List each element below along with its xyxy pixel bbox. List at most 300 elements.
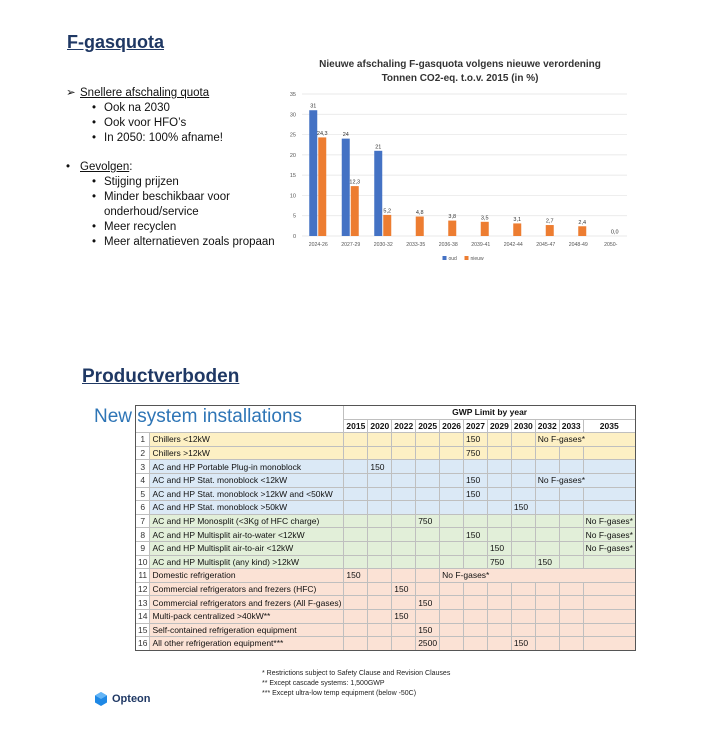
- row-label: AC and HP Stat. monoblock >50kW: [150, 501, 344, 515]
- chart-subtitle: Tonnen CO2-eq. t.o.v. 2015 (in %): [381, 73, 539, 84]
- footnote: *** Except ultra-low temp equipment (below -50C): [262, 690, 417, 697]
- empty-cell: [392, 541, 416, 555]
- empty-cell: [344, 460, 368, 474]
- empty-cell: [392, 514, 416, 528]
- empty-cell: [583, 596, 635, 610]
- empty-cell: [416, 528, 440, 542]
- empty-cell: [535, 637, 559, 651]
- row-number: 10: [136, 555, 150, 569]
- empty-cell: [440, 541, 464, 555]
- opteon-logo-text: Opteon: [112, 693, 151, 705]
- y-tick-label: 25: [289, 132, 296, 139]
- empty-cell: [344, 637, 368, 651]
- empty-cell: [535, 514, 559, 528]
- row-number: 4: [136, 473, 150, 487]
- data-label: 3,1: [513, 216, 522, 223]
- empty-cell: [511, 473, 535, 487]
- empty-cell: [559, 528, 583, 542]
- empty-cell: [464, 501, 488, 515]
- empty-cell: [583, 555, 635, 569]
- table-row: [136, 460, 636, 474]
- empty-cell: [559, 596, 583, 610]
- gwp-cell: No F-gases*: [535, 433, 635, 447]
- empty-cell: [559, 460, 583, 474]
- gwp-cell: 150: [511, 637, 535, 651]
- empty-cell: [344, 487, 368, 501]
- row-number: 6: [136, 501, 150, 515]
- empty-cell: [368, 487, 392, 501]
- bar: [416, 217, 424, 236]
- opteon-logo-icon: [93, 691, 109, 707]
- empty-cell: [440, 582, 464, 596]
- gwp-cell: 150: [464, 433, 488, 447]
- empty-cell: [392, 596, 416, 610]
- year-header: 2035: [583, 419, 635, 433]
- data-label: 2,7: [545, 218, 554, 225]
- empty-cell: [464, 623, 488, 637]
- empty-cell: [487, 623, 511, 637]
- x-tick-label: 2024-26: [308, 242, 328, 248]
- row-label: Commercial refrigerators and frezers (HFC): [150, 582, 344, 596]
- list-item: • Meer recyclen: [86, 220, 296, 235]
- empty-cell: [344, 596, 368, 610]
- data-label: 3,5: [480, 215, 489, 222]
- empty-cell: [344, 473, 368, 487]
- empty-cell: [559, 623, 583, 637]
- gwp-cell: 150: [344, 569, 368, 583]
- table-row: [136, 473, 636, 487]
- empty-cell: [440, 433, 464, 447]
- data-label: 0,0: [610, 229, 619, 236]
- empty-cell: [487, 446, 511, 460]
- gwp-cell: 750: [487, 555, 511, 569]
- gwp-cell: No F-gases*: [583, 514, 635, 528]
- row-number: 2: [136, 446, 150, 460]
- empty-cell: [368, 541, 392, 555]
- empty-cell: [511, 514, 535, 528]
- row-label: Multi-pack centralized >40kW**: [150, 609, 344, 623]
- year-header: 2033: [559, 419, 583, 433]
- empty-cell: [535, 460, 559, 474]
- data-label: 2,4: [578, 219, 587, 226]
- empty-cell: [344, 446, 368, 460]
- row-number: 7: [136, 514, 150, 528]
- gwp-cell: 150: [368, 460, 392, 474]
- list-item-continuation: onderhoud/service: [104, 206, 199, 218]
- table-row: [136, 609, 636, 623]
- empty-cell: [583, 460, 635, 474]
- data-label: 21: [375, 144, 382, 151]
- empty-cell: [487, 473, 511, 487]
- empty-cell: [464, 582, 488, 596]
- data-label: 12,3: [349, 179, 361, 186]
- table-row: [136, 637, 636, 651]
- data-label: 24,3: [316, 130, 328, 137]
- empty-cell: [511, 623, 535, 637]
- y-tick-label: 5: [292, 213, 296, 220]
- row-label: AC and HP Portable Plug-in monoblock: [150, 460, 344, 474]
- empty-cell: [392, 433, 416, 447]
- gwp-table-wrap: [135, 405, 636, 651]
- empty-cell: [344, 433, 368, 447]
- empty-cell: [559, 501, 583, 515]
- row-label: Domestic refrigeration: [150, 569, 344, 583]
- empty-cell: [583, 609, 635, 623]
- x-tick-label: 2042-44: [503, 242, 523, 248]
- empty-cell: [368, 473, 392, 487]
- row-label: AC and HP Stat. monoblock >12kW and <50kW: [150, 487, 344, 501]
- table-row: [136, 555, 636, 569]
- empty-cell: [583, 501, 635, 515]
- legend-label: oud: [448, 256, 457, 262]
- empty-cell: [464, 514, 488, 528]
- bullet-list-1: [66, 86, 286, 146]
- bar: [513, 223, 521, 236]
- table-row: [136, 623, 636, 637]
- empty-cell: [392, 637, 416, 651]
- list-item: • Stijging prijzen: [86, 175, 296, 190]
- table-row: [136, 433, 636, 447]
- row-number: 14: [136, 609, 150, 623]
- dot-bullet-icon: •: [66, 161, 71, 173]
- empty-cell: [344, 514, 368, 528]
- year-header: 2029: [487, 419, 511, 433]
- list-item: • Minder beschikbaar voor: [86, 190, 296, 205]
- empty-cell: [583, 637, 635, 651]
- bar: [342, 139, 350, 236]
- empty-cell: [368, 637, 392, 651]
- empty-cell: [464, 637, 488, 651]
- row-label: AC and HP Stat. monoblock <12kW: [150, 473, 344, 487]
- empty-cell: [416, 501, 440, 515]
- bar: [448, 221, 456, 236]
- empty-cell: [464, 541, 488, 555]
- empty-cell: [440, 446, 464, 460]
- gwp-cell: 750: [464, 446, 488, 460]
- year-header: 2022: [392, 419, 416, 433]
- row-number: 5: [136, 487, 150, 501]
- row-number: 16: [136, 637, 150, 651]
- year-header: 2027: [464, 419, 488, 433]
- legend-label: nieuw: [470, 256, 484, 262]
- empty-cell: [416, 541, 440, 555]
- empty-cell: [368, 609, 392, 623]
- list-item: • Ook voor HFO’s: [86, 116, 286, 131]
- row-number: 3: [136, 460, 150, 474]
- empty-cell: [416, 609, 440, 623]
- row-label: Chillers <12kW: [150, 433, 344, 447]
- empty-cell: [535, 487, 559, 501]
- empty-cell: [487, 596, 511, 610]
- empty-cell: [535, 582, 559, 596]
- empty-cell: [535, 446, 559, 460]
- row-label: Self-contained refrigeration equipment: [150, 623, 344, 637]
- x-tick-label: 2045-47: [536, 242, 556, 248]
- empty-cell: [559, 637, 583, 651]
- empty-cell: [416, 582, 440, 596]
- gwp-cell: 150: [392, 609, 416, 623]
- x-tick-label: 2033-35: [406, 242, 426, 248]
- bar: [383, 215, 391, 236]
- empty-cell: [368, 623, 392, 637]
- empty-cell: [487, 637, 511, 651]
- x-tick-label: 2039-41: [471, 242, 491, 248]
- empty-cell: [440, 528, 464, 542]
- empty-cell: [511, 460, 535, 474]
- empty-cell: [559, 446, 583, 460]
- legend-swatch: [465, 256, 469, 260]
- empty-cell: [487, 501, 511, 515]
- gwp-cell: 750: [416, 514, 440, 528]
- empty-cell: [440, 637, 464, 651]
- bullet-heading-2: Gevolgen: [80, 161, 130, 173]
- empty-cell: [487, 433, 511, 447]
- x-tick-label: 2036-38: [438, 242, 458, 248]
- x-tick-label: 2050-: [604, 242, 618, 248]
- empty-cell: [559, 514, 583, 528]
- gwp-cell: 150: [392, 582, 416, 596]
- empty-cell: [368, 446, 392, 460]
- footnote: ** Except cascade systems: 1,500GWP: [262, 680, 385, 687]
- data-label: 3,8: [448, 214, 457, 221]
- year-header: 2032: [535, 419, 559, 433]
- footnotes: [262, 669, 450, 699]
- empty-cell: [440, 609, 464, 623]
- empty-cell: [344, 623, 368, 637]
- x-tick-label: 2027-29: [341, 242, 361, 248]
- empty-cell: [440, 460, 464, 474]
- empty-cell: [511, 446, 535, 460]
- table-row: [136, 501, 636, 515]
- empty-cell: [416, 569, 440, 583]
- year-header: 2015: [344, 419, 368, 433]
- table-row: [136, 541, 636, 555]
- slide2-title: Productverboden: [82, 366, 240, 387]
- empty-cell: [535, 528, 559, 542]
- bar: [318, 137, 326, 236]
- empty-cell: [559, 555, 583, 569]
- empty-cell: [583, 623, 635, 637]
- table-row: [136, 528, 636, 542]
- empty-cell: [344, 528, 368, 542]
- data-label: 5,2: [383, 208, 392, 215]
- row-label: AC and HP Multisplit (any kind) >12kW: [150, 555, 344, 569]
- data-label: 31: [310, 103, 317, 110]
- empty-cell: [440, 501, 464, 515]
- empty-cell: [392, 555, 416, 569]
- empty-cell: [392, 528, 416, 542]
- empty-cell: [368, 555, 392, 569]
- list-item: • Ook na 2030: [86, 101, 286, 116]
- empty-cell: [440, 514, 464, 528]
- empty-cell: [487, 528, 511, 542]
- empty-cell: [368, 569, 392, 583]
- year-header: 2025: [416, 419, 440, 433]
- bullet-heading-1: Snellere afschaling quota: [80, 87, 210, 99]
- empty-cell: [511, 609, 535, 623]
- empty-cell: [368, 582, 392, 596]
- row-number: 9: [136, 541, 150, 555]
- bar: [546, 225, 554, 236]
- empty-cell: [464, 609, 488, 623]
- bar: [309, 110, 317, 236]
- bar: [481, 222, 489, 236]
- table-row: [136, 446, 636, 460]
- gwp-cell: 150: [464, 487, 488, 501]
- gwp-cell: 2500: [416, 637, 440, 651]
- year-header: 2030: [511, 419, 535, 433]
- empty-cell: [416, 473, 440, 487]
- empty-cell: [416, 487, 440, 501]
- opteon-logo: [93, 691, 151, 707]
- row-number: 1: [136, 433, 150, 447]
- row-number: 8: [136, 528, 150, 542]
- empty-cell: [559, 609, 583, 623]
- footnote: * Restrictions subject to Safety Clause and Revision Clauses: [262, 670, 451, 677]
- empty-cell: [440, 623, 464, 637]
- table-row: [136, 514, 636, 528]
- empty-cell: [344, 501, 368, 515]
- empty-cell: [511, 582, 535, 596]
- legend-swatch: [443, 256, 447, 260]
- row-label: AC and HP Monosplit (<3Kg of HFC charge): [150, 514, 344, 528]
- empty-cell: [392, 501, 416, 515]
- empty-cell: [583, 582, 635, 596]
- slide1-title: F-gasquota: [67, 32, 164, 52]
- empty-cell: [368, 528, 392, 542]
- row-label: AC and HP Multisplit air-to-water <12kW: [150, 528, 344, 542]
- gwp-cell: 150: [464, 473, 488, 487]
- empty-cell: [440, 487, 464, 501]
- empty-cell: [511, 487, 535, 501]
- row-number: 15: [136, 623, 150, 637]
- gwp-cell: 150: [535, 555, 559, 569]
- empty-cell: [487, 514, 511, 528]
- empty-cell: [559, 487, 583, 501]
- empty-cell: [464, 596, 488, 610]
- table-row: [136, 569, 636, 583]
- empty-cell: [344, 555, 368, 569]
- empty-cell: [392, 446, 416, 460]
- gwp-cell: 150: [487, 541, 511, 555]
- empty-cell: [392, 623, 416, 637]
- empty-cell: [511, 541, 535, 555]
- gwp-cell: No F-gases*: [583, 528, 635, 542]
- row-label: Commercial refrigerators and frezers (All F-gases): [150, 596, 344, 610]
- empty-cell: [440, 555, 464, 569]
- gwp-header: GWP Limit by year: [344, 406, 635, 420]
- table-row: [136, 487, 636, 501]
- bar-chart: [280, 86, 630, 266]
- empty-cell: [535, 609, 559, 623]
- row-label: AC and HP Multisplit air-to-air <12kW: [150, 541, 344, 555]
- empty-cell: [487, 609, 511, 623]
- empty-cell: [559, 582, 583, 596]
- year-header: 2026: [440, 419, 464, 433]
- year-header: 2020: [368, 419, 392, 433]
- gwp-cell: 150: [416, 596, 440, 610]
- y-tick-label: 35: [289, 92, 296, 98]
- empty-cell: [487, 582, 511, 596]
- table-row: [136, 596, 636, 610]
- empty-cell: [368, 501, 392, 515]
- empty-cell: [511, 433, 535, 447]
- empty-cell: [368, 596, 392, 610]
- table-row: [136, 582, 636, 596]
- x-tick-label: 2030-32: [373, 242, 393, 248]
- list-item: • In 2050: 100% afname!: [86, 131, 286, 146]
- gwp-cell: No F-gases*: [440, 569, 636, 583]
- y-tick-label: 15: [289, 173, 296, 180]
- empty-cell: [559, 541, 583, 555]
- y-tick-label: 30: [289, 112, 296, 119]
- empty-cell: [344, 541, 368, 555]
- empty-cell: [440, 473, 464, 487]
- empty-cell: [487, 460, 511, 474]
- empty-cell: [487, 487, 511, 501]
- empty-cell: [511, 596, 535, 610]
- bar: [374, 151, 382, 236]
- empty-cell: [416, 460, 440, 474]
- row-label: Chillers >12kW: [150, 446, 344, 460]
- gwp-cell: 150: [464, 528, 488, 542]
- empty-cell: [344, 582, 368, 596]
- y-tick-label: 20: [289, 152, 296, 159]
- gwp-cell: No F-gases*: [535, 473, 635, 487]
- chart-title: Nieuwe afschaling F-gasquota volgens nieuwe verordening: [319, 59, 601, 70]
- row-number: 13: [136, 596, 150, 610]
- row-label: All other refrigeration equipment***: [150, 637, 344, 651]
- x-tick-label: 2048-49: [568, 242, 588, 248]
- empty-cell: [368, 433, 392, 447]
- arrow-bullet-icon: ➢: [66, 87, 76, 99]
- empty-cell: [583, 446, 635, 460]
- gwp-cell: 150: [416, 623, 440, 637]
- bullet-heading-2-colon: :: [129, 161, 133, 173]
- empty-cell: [368, 514, 392, 528]
- empty-cell: [392, 487, 416, 501]
- empty-cell: [416, 446, 440, 460]
- y-tick-label: 10: [289, 193, 296, 200]
- empty-cell: [344, 609, 368, 623]
- empty-cell: [511, 528, 535, 542]
- empty-cell: [535, 596, 559, 610]
- bar: [578, 226, 586, 236]
- empty-cell: [535, 623, 559, 637]
- empty-cell: [511, 555, 535, 569]
- y-tick-label: 0: [292, 234, 296, 240]
- data-label: 24: [342, 132, 349, 139]
- empty-cell: [583, 487, 635, 501]
- row-number: 12: [136, 582, 150, 596]
- bar: [351, 186, 359, 236]
- empty-cell: [416, 555, 440, 569]
- bullet-list-2: [66, 160, 296, 250]
- empty-cell: [392, 460, 416, 474]
- empty-cell: [464, 460, 488, 474]
- empty-cell: [535, 541, 559, 555]
- empty-cell: [392, 473, 416, 487]
- gwp-cell: 150: [511, 501, 535, 515]
- chart-title-block: [300, 58, 620, 86]
- row-number: 11: [136, 569, 150, 583]
- gwp-cell: No F-gases*: [583, 541, 635, 555]
- empty-cell: [535, 501, 559, 515]
- empty-cell: [464, 555, 488, 569]
- table-subtitle: New system installations: [94, 406, 303, 427]
- data-label: 4,8: [415, 210, 424, 217]
- list-item: • Meer alternatieven zoals propaan: [86, 235, 296, 250]
